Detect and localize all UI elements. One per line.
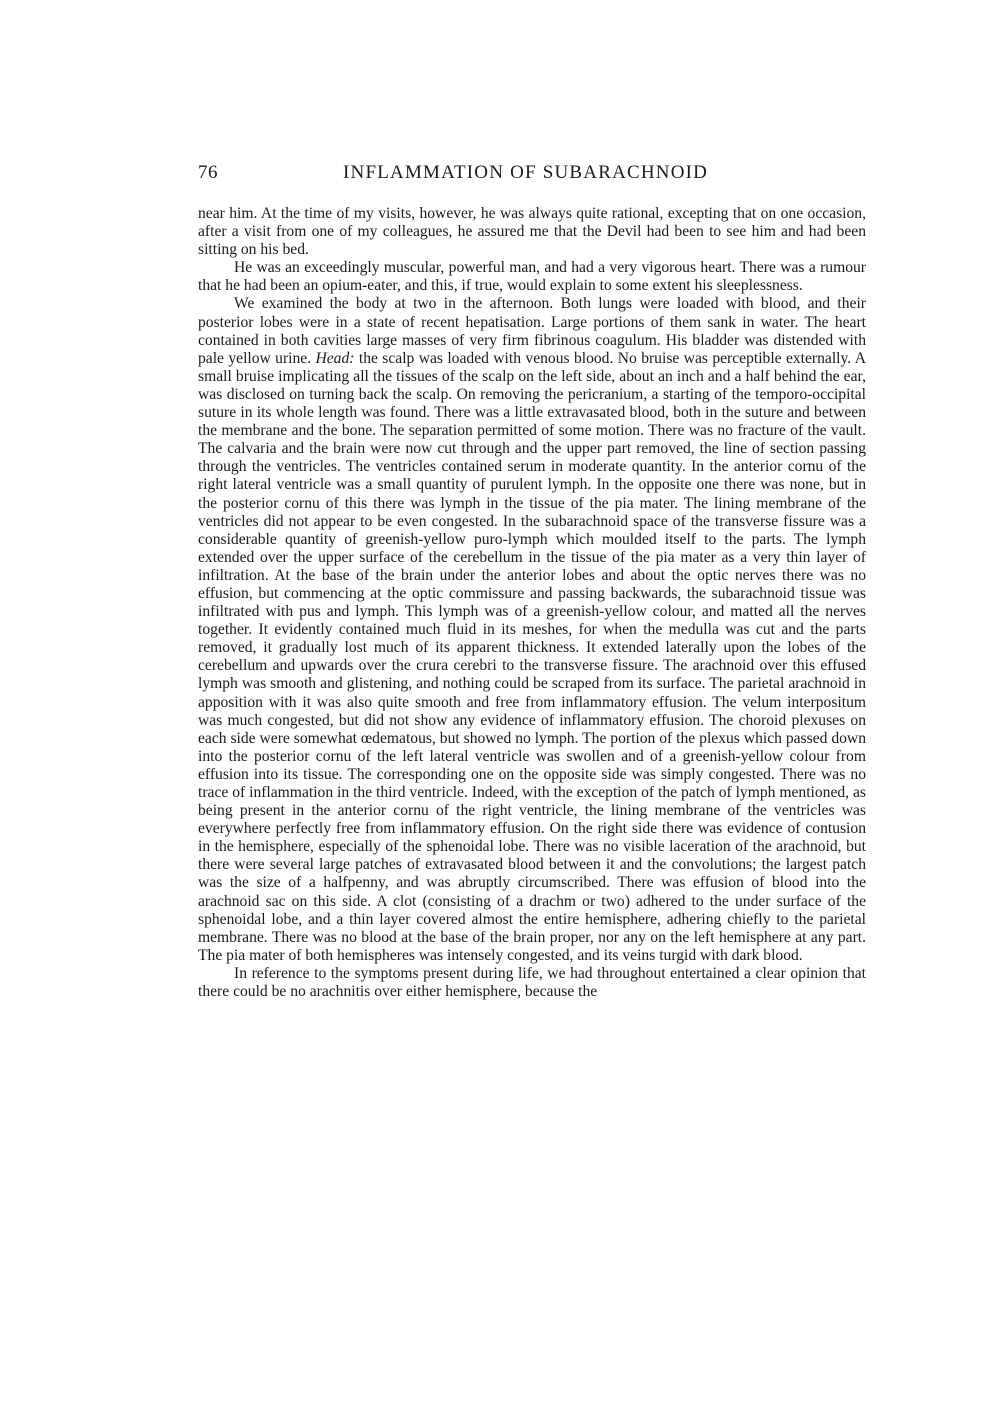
head-italic-label: Head: [315,349,355,367]
page-header [198,162,866,190]
paragraph-symptoms-reference: In reference to the symptoms present during life, we had throughout entertained a clear opinion that there could be no arachnitis over either hemisphere, because the [198,964,866,1001]
paragraph-post-mortem [198,295,866,964]
paragraph-post-mortem-text-after: the scalp was loaded with venous blood. No bruise was perceptible externally. A small bruise implicating all the tissues of the scalp on the left side, about an inch and a half behind the ear, was disclosed on turning back the scalp. On removing the pericranium, a starting of the temporo-occipital suture in its whole length was found. There was a little extravasated blood, both in the suture and between the membrane and the bone. The separation permitted of some motion. There was no fracture of the vault. The calvaria and the brain were now cut through and the upper part removed, the line of section passing through the ventricles. The ventricles contained serum in moderate quantity. In the anterior cornu of the right lateral ventricle was a small quantity of purulent lymph. In the opposite one there was none, but in the posterior cornu of this there was lymph in the tissue of the pia mater. The lining membrane of the ventricles did not appear to be even congested. In the subarachnoid space of the transverse fissure was a considerable quantity of greenish-yellow puro-lymph which moulded itself to the parts. The lymph extended over the upper surface of the cerebellum in the tissue of the pia mater as a very thin layer of infiltration. At the base of the brain under the anterior lobes and about the optic nerves there was no effusion, but commencing at the optic commissure and passing backwards, the subarachnoid tissue was infiltrated with pus and lymph. This lymph was of a greenish-yellow colour, and matted all the nerves together. It evidently contained much fluid in its meshes, for when the medulla was cut and the parts removed, it gradually lost much of its apparent thickness. It extended laterally upon the lobes of the cerebellum and upwards over the crura cerebri to the transverse fissure. The arachnoid over this effused lymph was smooth and glistening, and nothing could be scraped from its surface. The parietal arachnoid in apposition with it was also quite smooth and free from inflammatory effusion. The velum interpositum was much congested, but did not show any evidence of inflammatory effusion. The choroid plexuses on each side were somewhat œdematous, but showed no lymph. The portion of the plexus which passed down into the posterior cornu of the left lateral ventricle was swollen and of a greenish-yellow colour from effusion into its tissue. The corresponding one on the opposite side was simply congested. There was no trace of inflammation in the third ventricle. Indeed, with the exception of the patch of lymph mentioned, as being present in the anterior cornu of the right ventricle, the lining membrane of the ventricles was everywhere perfectly free from inflammatory effusion. On the right side there was evidence of contusion in the hemisphere, especially of the sphenoidal lobe. There was no visible laceration of the arachnoid, but there were several large patches of extravasated blood between it and the convolutions; the largest patch was the size of a halfpenny, and was abruptly circumscribed. There was effusion of blood into the arachnoid sac on this side. A clot (consisting of a drachm or two) adhered to the under surface of the sphenoidal lobe, and a thin layer covered almost the entire hemisphere, adhering chiefly to the parietal membrane. There was no blood at the base of the brain proper, nor any on the left hemisphere at any part. The pia mater of both hemispheres was intensely congested, and its veins turgid with dark blood. [198,349,866,964]
body-text [198,205,866,1001]
running-head: INFLAMMATION OF SUBARACHNOID [343,162,709,183]
paragraph-post-mortem-text-before: We examined the body at two in the afternoon. Both lungs were loaded with blood, and their posterior lobes were in a state of recent hepatisation. Large portions of them sank in water. The heart contained in both cavities large masses of very firm fibrinous coagulum. His bladder was distended with pale yellow urine. [198,295,866,367]
paragraph-continuation: near him. At the time of my visits, however, he was always quite rational, excepting that on one occasion, after a visit from one of my colleagues, he assured me that the Devil had been to see him and had been sitting on his bed. [198,205,866,259]
paragraph-patient-description: He was an exceedingly muscular, powerful man, and had a very vigorous heart. There was a rumour that he had been an opium-eater, and this, if true, would explain to some extent his sleeplessness. [198,259,866,295]
page-number: 76 [198,162,218,183]
